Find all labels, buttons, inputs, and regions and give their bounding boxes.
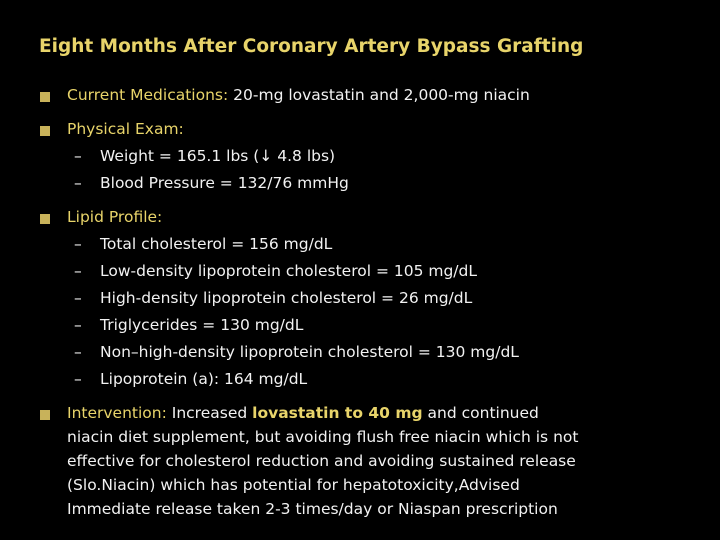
intervention-line (67, 404, 539, 422)
intervention-post: and continued (427, 404, 539, 422)
bullet-square-icon (40, 410, 50, 420)
medications-value: 20-mg lovastatin and 2,000-mg niacin (233, 86, 530, 104)
lipid-item: Non–high-density lipoprotein cholesterol = 130 mg/dL (100, 343, 519, 361)
dash-icon: – (74, 343, 82, 361)
dash-icon: – (74, 316, 82, 334)
bullet-square-icon (40, 126, 50, 136)
intervention-text-line: (Slo.Niacin) which has potential for hepatotoxicity,Advised (67, 476, 520, 494)
intervention-text-line: Immediate release taken 2-3 times/day or Niaspan prescription (67, 500, 558, 518)
bullet-square-icon (40, 214, 50, 224)
medications-line (67, 86, 530, 104)
intervention-highlight: lovastatin to 40 mg (252, 404, 423, 422)
lipid-item: Total cholesterol = 156 mg/dL (100, 235, 333, 253)
intervention-label: Intervention: (67, 404, 167, 422)
medications-label: Current Medications: (67, 86, 229, 104)
dash-icon: – (74, 235, 82, 253)
intervention-pre: Increased (171, 404, 248, 422)
intervention-text-line: niacin diet supplement, but avoiding flush free niacin which is not (67, 428, 579, 446)
lipid-item: High-density lipoprotein cholesterol = 26 mg/dL (100, 289, 473, 307)
lipids-label: Lipid Profile: (67, 208, 163, 226)
exam-label: Physical Exam: (67, 120, 184, 138)
slide-title: Eight Months After Coronary Artery Bypass Grafting (39, 36, 584, 57)
lipid-item: Low-density lipoprotein cholesterol = 105 mg/dL (100, 262, 478, 280)
lipid-item: Triglycerides = 130 mg/dL (100, 316, 304, 334)
dash-icon: – (74, 370, 82, 388)
lipid-item: Lipoprotein (a): 164 mg/dL (100, 370, 308, 388)
exam-item: Blood Pressure = 132/76 mmHg (100, 174, 349, 192)
intervention-text-line: effective for cholesterol reduction and avoiding sustained release (67, 452, 576, 470)
bullet-square-icon (40, 92, 50, 102)
dash-icon: – (74, 174, 82, 192)
exam-item: Weight = 165.1 lbs (↓ 4.8 lbs) (100, 147, 336, 165)
dash-icon: – (74, 262, 82, 280)
dash-icon: – (74, 147, 82, 165)
dash-icon: – (74, 289, 82, 307)
